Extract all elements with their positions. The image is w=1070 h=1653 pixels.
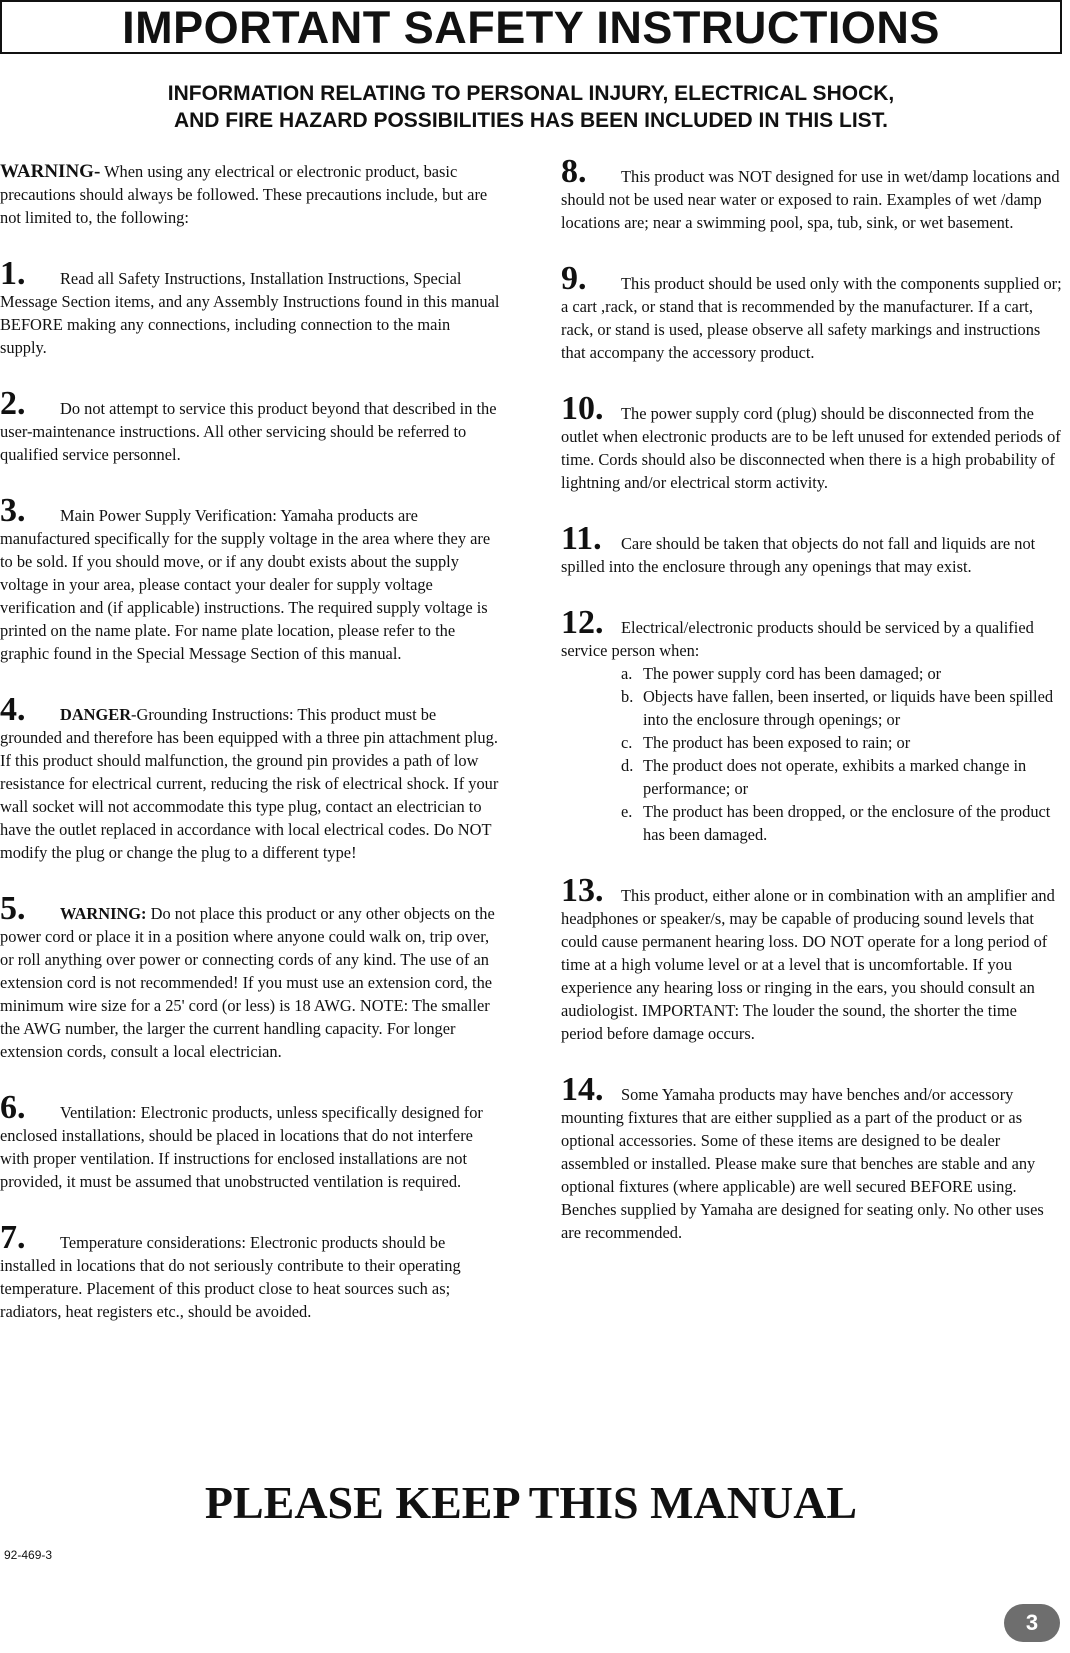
item-text: Main Power Supply Verification: Yamaha products are manufactured specifically for the supply voltage in the area where they are to be sold. If you should move, or if any doubt exists about the supply voltage in your area, please contact your dealer for supply voltage verification and (if applicable) instructions. The required supply voltage is printed on the name plate. For name plate location, please refer to the graphic found in the Special Message Section of this manual. — [0, 506, 491, 663]
item-number: 14. — [561, 1071, 604, 1108]
list-item: a. The power supply cord has been damaged; or — [621, 664, 942, 683]
item-number: 1. — [0, 255, 26, 292]
item-number: 2. — [0, 385, 26, 422]
item-text: This product, either alone or in combination with an amplifier and headphones or speaker/s, may be capable of producing sound levels that could cause permanent hearing loss. DO NOT operate for a long period of time at a high volume level or at a level that is uncomfortable. If you experience any hearing loss or ringing in the ears, you should consult an audiologist. IMPORTANT: The louder the sound, the shorter the time period before damage occurs. — [561, 886, 1055, 1043]
safety-item-5 — [0, 890, 500, 1063]
item-text: The power supply cord (plug) should be disconnected from the outlet when electronic products are to be left unused for extended periods of time. Cords should also be disconnected when there is a high probability of lightning and/or electrical storm activity. — [561, 404, 1061, 492]
item-text: Care should be taken that objects do not fall and liquids are not spilled into the enclosure through any openings that may exist. — [561, 534, 1036, 576]
safety-item-13 — [561, 872, 1062, 1045]
right-column — [561, 153, 1062, 1277]
safety-item-8 — [561, 153, 1062, 234]
item-text: This product should be used only with the components supplied or; a cart ,rack, or stand that is recommended by the manufacturer. If a cart, rack, or stand is used, please observe all safety markings and instructions that accompany the accessory product. — [561, 274, 1062, 362]
item-text: Ventilation: Electronic products, unless specifically designed for enclosed installations, should be placed in locations that do not interfere with proper ventilation. If instructions for enclosed installations are not provided, it must be assumed that unobstructed ventilation is required. — [0, 1103, 483, 1191]
safety-item-14 — [561, 1071, 1062, 1244]
warning-label: WARNING: — [60, 904, 147, 923]
danger-label: DANGER — [60, 705, 132, 724]
item-number: 13. — [561, 872, 604, 909]
safety-item-1 — [0, 255, 500, 359]
list-item: d. The product does not operate, exhibits a marked change in performance; or — [621, 756, 1027, 798]
item-number: 11. — [561, 520, 602, 557]
item-12-intro — [561, 604, 1062, 662]
keep-manual-notice: PLEASE KEEP THIS MANUAL — [204, 1477, 858, 1528]
page-title: IMPORTANT SAFETY INSTRUCTIONS — [122, 1, 940, 53]
item-text: -Grounding Instructions: This product must be grounded and therefore has been equipped with a three pin attachment plug. If this product should malfunction, the ground pin provides a path of low resistance for electrical current, reducing the risk of electrical shock. If your wall socket will not accommodate this type plug, contact an electrician to have the outlet replaced in accordance with local electrical codes. Do NOT modify the plug or change the plug to a different type! — [0, 705, 499, 862]
item-text: This product was NOT designed for use in wet/damp locations and should not be used near water or exposed to rain. Examples of wet /damp locations are; near a swimming pool, spa, tub, sink, or wet basement. — [561, 167, 1060, 232]
list-item: b. Objects have fallen, been inserted, or liquids have been spilled into the enclosure through openings; or — [621, 687, 1054, 729]
item-number: 5. — [0, 890, 26, 927]
item-text: Temperature considerations: Electronic products should be installed in locations that do not seriously contribute to their operating temperature. Placement of this product close to heat sources such as; radiators, heat registers etc., should be avoided. — [0, 1233, 461, 1321]
list-item: e. The product has been dropped, or the enclosure of the product has been damaged. — [621, 802, 1051, 844]
item-text: Do not attempt to service this product beyond that described in the user-maintenance instructions. All other servicing should be referred to qualified service personnel. — [0, 399, 497, 464]
safety-item-7 — [0, 1219, 500, 1323]
item-text: Some Yamaha products may have benches and/or accessory mounting fixtures that are either supplied as a part of the product or as optional accessories. Some of these items are designed to be dealer assembled or installed. Please make sure that benches are stable and any optional fixtures (where applicable) are well secured BEFORE using. Benches supplied by Yamaha are designed for seating only. No other uses are recommended. — [561, 1085, 1044, 1242]
subtitle-line-1: INFORMATION RELATING TO PERSONAL INJURY, ELECTRICAL SHOCK, — [167, 82, 895, 105]
subtitle-line-2: AND FIRE HAZARD POSSIBILITIES HAS BEEN INCLUDED IN THIS LIST. — [173, 109, 889, 132]
safety-item-6 — [0, 1089, 500, 1193]
document-code: 92-469-3 — [4, 1548, 53, 1562]
item-number: 7. — [0, 1219, 26, 1256]
list-item: c. The product has been exposed to rain; or — [621, 733, 911, 752]
item-text: Electrical/electronic products should be serviced by a qualified service person when: — [561, 618, 1034, 660]
item-number: 6. — [0, 1089, 26, 1126]
safety-item-12 — [561, 604, 1062, 846]
item-number: 4. — [0, 691, 26, 728]
safety-item-4 — [0, 691, 500, 864]
safety-item-9 — [561, 260, 1062, 364]
title-box — [0, 0, 1062, 54]
warning-text: When using any electrical or electronic product, basic precautions should always be followed. These precautions include, but are not limited to, the following: — [0, 162, 488, 227]
safety-item-11 — [561, 520, 1062, 578]
warning-label: WARNING- — [0, 161, 101, 182]
item-text: Read all Safety Instructions, Installation Instructions, Special Message Section items, and any Assembly Instructions found in this manual BEFORE making any connections, including connection to the main supply. — [0, 269, 500, 357]
safety-item-10 — [561, 390, 1062, 494]
left-column — [0, 160, 500, 1356]
warning-intro — [0, 160, 500, 229]
item-text: Do not place this product or any other objects on the power cord or place it in a position where anyone could walk on, trip over, or roll anything over power or connecting cords of any kind. The use of an extension cord is not recommended! If you must use an extension cord, the minimum wire size for a 25' cord (or less) is 18 AWG. NOTE: The smaller the AWG number, the larger the current handling capacity. For longer extension cords, consult a local electrician. — [0, 904, 495, 1061]
safety-item-3 — [0, 492, 500, 665]
item-number: 8. — [561, 153, 587, 190]
page-number-badge: 3 — [1004, 1604, 1060, 1642]
item-number: 10. — [561, 390, 604, 427]
item-number: 3. — [0, 492, 26, 529]
item-number: 12. — [561, 604, 604, 641]
subtitle — [0, 80, 1062, 134]
service-conditions-list — [561, 662, 1062, 846]
safety-item-2 — [0, 385, 500, 466]
item-number: 9. — [561, 260, 587, 297]
